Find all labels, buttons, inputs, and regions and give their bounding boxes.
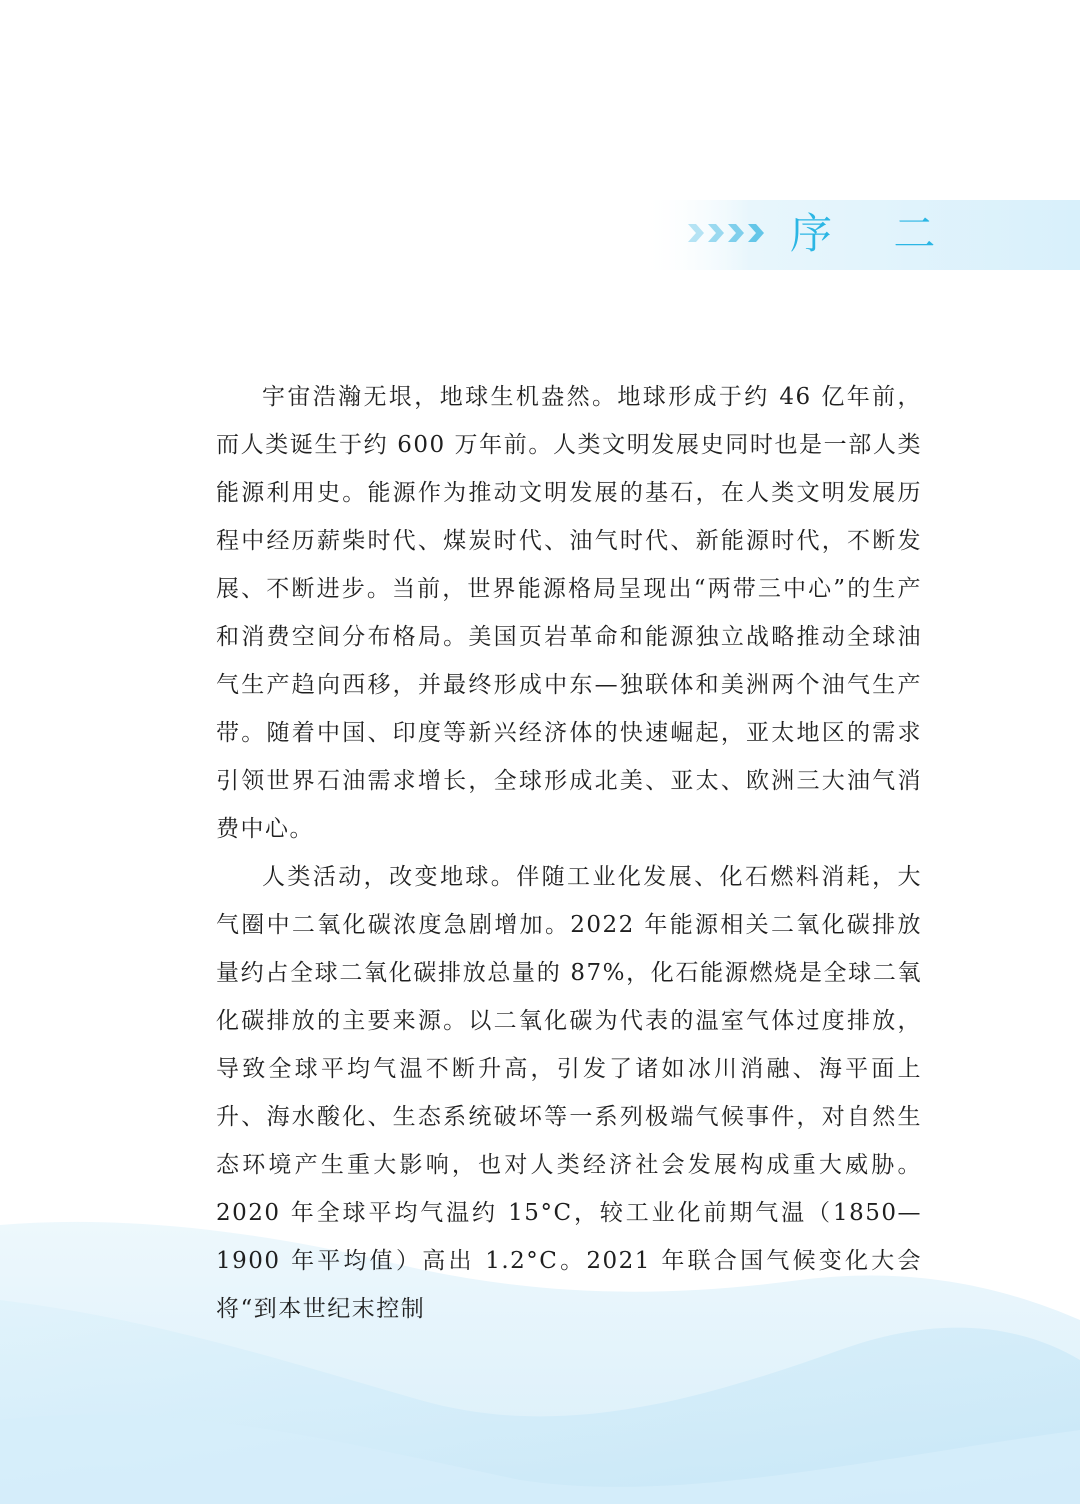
paragraph: 宇宙浩瀚无垠，地球生机盎然。地球形成于约 46 亿年前，而人类诞生于约 600 万年前。人类文明发展史同时也是一部人类能源利用史。能源作为推动文明发展的基石，在人类文明发展历程中经历薪柴时代、煤炭时代、油气时代、新能源时代，不断发展、不断进步。当前，世界能源格局呈现出“两带三中心”的生产和消费空间分布格局。美国页岩革命和能源独立战略推动全球油气生产趋向西移，并最终形成中东—独联体和美洲两个油气生产带。随着中国、印度等新兴经济体的快速崛起，亚太地区的需求引领世界石油需求增长，全球形成北美、亚太、欧洲三大油气消费中心。 [216, 384, 922, 842]
body-text [216, 373, 922, 1333]
section-title: 序 二 [790, 209, 960, 258]
paragraph: 人类活动，改变地球。伴随工业化发展、化石燃料消耗，大气圈中二氧化碳浓度急剧增加。2022 年能源相关二氧化碳排放量约占全球二氧化碳排放总量的 87%，化石能源燃烧是全球二氧化碳排放的主要来源。以二氧化碳为代表的温室气体过度排放，导致全球平均气温不断升高，引发了诸如冰川消融、海平面上升、海水酸化、生态系统破坏等一系列极端气候事件，对自然生态环境产生重大影响，也对人类经济社会发展构成重大威胁。2020 年全球平均气温约 15°C，较工业化前期气温（1850—1900 年平均值）高出 1.2°C。2021 年联合国气候变化大会将“到本世纪末控制 [216, 864, 922, 1322]
chevrons-right-icon [688, 220, 764, 246]
